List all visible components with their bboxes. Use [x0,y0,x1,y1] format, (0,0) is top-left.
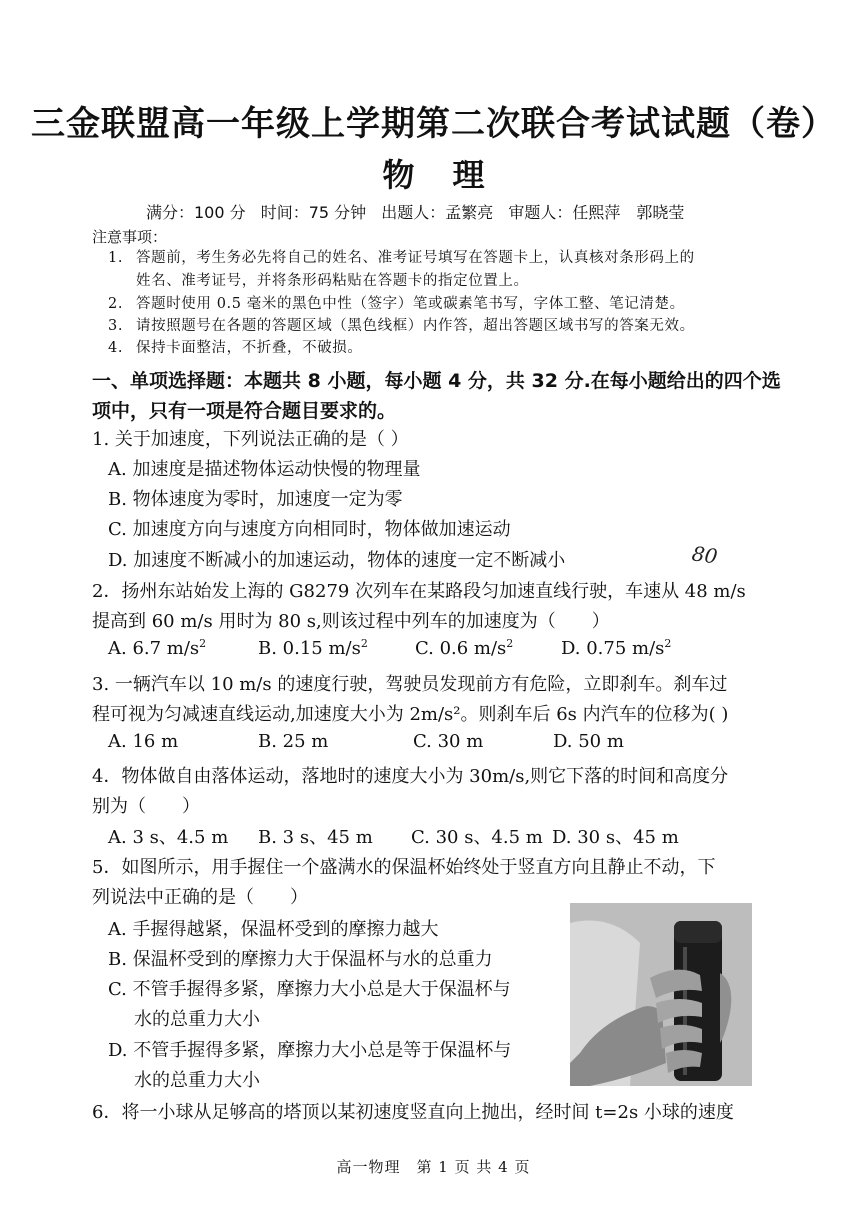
subject-title [0,150,867,196]
question-3-stem: 3. 一辆汽车以 10 m/s 的速度行驶，驾驶员发现前方有危险，立即刹车。刹车过 [92,674,728,695]
note-item: 2. 答题时使用 0.5 毫米的黑色中性（签字）笔或碳素笔书写，字体工整、笔记清楚。 [108,296,685,312]
question-2-stem: 2．扬州东站始发上海的 G8279 次列车在某路段匀加速直线行驶，车速从 48 m/s [92,581,746,602]
q3-option-c: C. 30 m [413,731,484,752]
thermos-photo [570,903,752,1086]
time-limit: 时间：75 分钟 [260,203,367,222]
question-3-stem-cont: 程可视为匀减速直线运动,加速度大小为 2m/s²。则刹车后 6s 内汽车的位移为( ) [92,704,729,725]
exam-meta [146,200,694,223]
q2-option-b: B. 0.15 $m/s^2$ [258,637,368,659]
q4-option-d: D. 30 s、45 m [552,827,679,848]
question-4-stem: 4．物体做自由落体运动，落地时的速度大小为 30m/s,则它下落的时间和高度分 [92,766,729,787]
question-5-stem: 5．如图所示，用手握住一个盛满水的保温杯始终处于竖直方向且静止不动，下 [92,857,716,878]
notes-heading: 注意事项： [92,228,168,246]
section-heading: 一、单项选择题：本题共 8 小题，每小题 4 分，共 32 分.在每小题给出的四个选 [92,370,781,392]
note-item: 4. 保持卡面整洁，不折叠，不破损。 [108,340,363,356]
q5-option-d: D. 不管手握得多紧，摩擦力大小总是等于保温杯与 [108,1040,512,1061]
q3-option-a: A. 16 m [108,731,179,752]
note-item: 姓名、准考证号，并将条形码粘贴在答题卡的指定位置上。 [136,273,529,289]
note-item: 1. 答题前，考生务必先将自己的姓名、准考证号填写在答题卡上，认真核对条形码上的 [108,250,695,266]
question-5-stem-cont: 列说法中正确的是（ ） [92,887,308,908]
question-2-stem-cont: 提高到 60 m/s 用时为 80 s,则该过程中列车的加速度为（ ） [92,611,610,632]
q1-option-b: B. 物体速度为零时，加速度一定为零 [108,489,403,510]
note-item: 3. 请按照题号在各题的答题区域（黑色线框）内作答，超出答题区域书写的答案无效。 [108,318,695,334]
q4-option-c: C. 30 s、4.5 m [411,827,543,848]
q2-option-c: C. 0.6 $m/s^2$ [415,637,514,659]
hand-holding-thermos-illustration [570,903,752,1086]
q5-option-a: A. 手握得越紧，保温杯受到的摩擦力越大 [108,919,439,940]
q5-option-d-cont: 水的总重力大小 [134,1070,260,1091]
subject-char: 理 [452,156,485,194]
q1-option-a: A. 加速度是描述物体运动快慢的物理量 [108,459,421,480]
handwritten-scribble: 80 [690,541,719,569]
q3-option-d: D. 50 m [553,731,624,752]
setter: 出题人：孟繁亮 [381,203,494,222]
question-6-stem: 6．将一小球从足够高的塔顶以某初速度竖直向上抛出，经时间 t=2s 小球的速度 [92,1102,734,1123]
section-heading-cont: 项中，只有一项是符合题目要求的。 [92,400,397,422]
question-4-stem-cont: 别为（ ） [92,796,200,817]
exam-title: 三金联盟高一年级上学期第二次联合考试试题（卷） [31,104,836,144]
q3-option-b: B. 25 m [258,731,329,752]
page-footer: 高一物理 第 1 页 共 4 页 [336,1158,531,1176]
q2-option-d: D. 0.75 $m/s^2$ [561,637,672,659]
q1-option-c: C. 加速度方向与速度方向相同时，物体做加速运动 [108,519,511,540]
q1-option-d: D. 加速度不断减小的加速运动，物体的速度一定不断减小 [108,550,566,571]
q5-option-c-cont: 水的总重力大小 [134,1009,260,1030]
question-1-stem: 1. 关于加速度，下列说法正确的是（ ） [92,429,409,450]
full-score: 满分：100 分 [146,203,246,222]
reviewer: 审题人：任熙萍 郭晓莹 [508,203,685,222]
q4-option-a: A. 3 s、4.5 m [108,827,229,848]
q4-option-b: B. 3 s、45 m [258,827,373,848]
q5-option-c: C. 不管手握得多紧，摩擦力大小总是大于保温杯与 [108,979,511,1000]
q2-option-a: A. 6.7 $m/s^2$ [108,637,207,659]
q5-option-b: B. 保温杯受到的摩擦力大于保温杯与水的总重力 [108,949,493,970]
subject-char: 物 [382,156,415,194]
